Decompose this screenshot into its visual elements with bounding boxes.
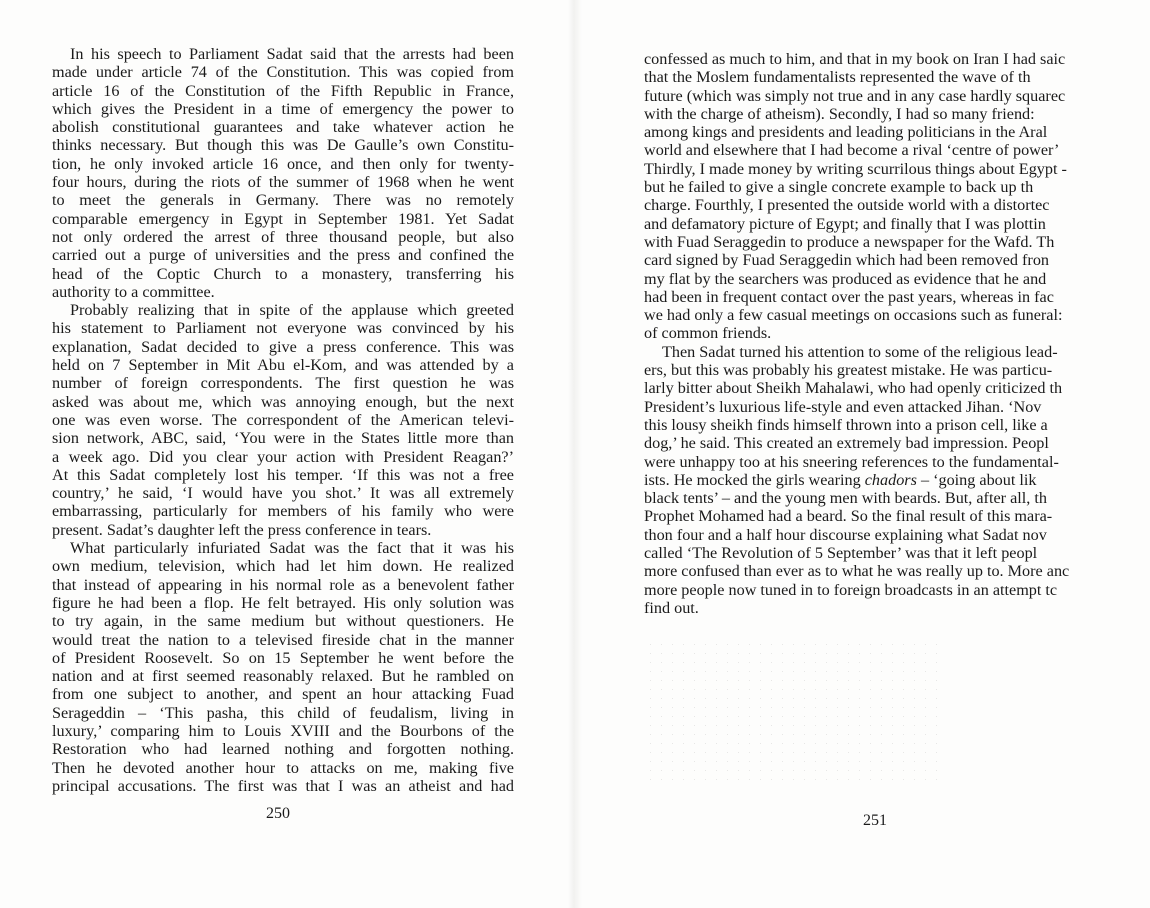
text-line: number of foreign correspondents. The first question he was: [52, 374, 514, 393]
text-line: Serageddin – ‘This pasha, this child of feudalism, living in: [52, 703, 514, 722]
text-line: larly bitter about Sheikh Mahalawi, who had openly criticized th: [644, 379, 1063, 398]
text-line: with the charge of atheism). Secondly, I had so many friend:: [644, 104, 1035, 123]
text-line: At this Sadat completely lost his temper. ‘If this was not a free: [52, 465, 514, 484]
text-line: In his speech to Parliament Sadat said that the arrests had been: [70, 45, 514, 63]
text-line: black tents’ – and the young men with beards. But, after all, th: [644, 489, 1047, 508]
text-line: not only ordered the arrest of three thousand people, but also: [52, 227, 514, 246]
text-line: figure he had been a flop. He felt betrayed. His only solution was: [52, 593, 514, 612]
text-line: Restoration who had learned nothing and forgotten nothing.: [52, 740, 514, 759]
text-line: my flat by the searchers was produced as evidence that he and: [644, 269, 1047, 288]
text-line: ers, but this was probably his greatest mistake. He was particu-: [644, 361, 1053, 380]
text-line: which gives the President in a time of emergency the power to: [52, 99, 514, 118]
text-line: head of the Coptic Church to a monastery, transferring his: [52, 264, 514, 283]
text-line: Thirdly, I made money by writing scurrilous things about Egypt -: [644, 159, 1067, 178]
text-line: this lousy sheikh finds himself thrown into a prison cell, like a: [644, 415, 1048, 434]
text-line: own medium, television, which had let him down. He realized: [52, 557, 514, 576]
text-line: thon four and a half hour discourse explaining what Sadat nov: [644, 525, 1047, 544]
text-line: find out.: [644, 598, 699, 617]
text-line: would treat the nation to a televised fireside chat in the manner: [52, 630, 514, 649]
text-line: of common friends.: [644, 324, 772, 343]
text-line: to try again, in the same medium but without questioners. He: [52, 612, 514, 631]
text-line: a week ago. Did you clear your action with President Reagan?’: [52, 447, 514, 466]
text-line: [644, 471, 1150, 489]
text-line: among kings and presidents and leading politicians in the Aral: [644, 123, 1048, 142]
text-line: but he failed to give a single concrete example to back up th: [644, 178, 1034, 197]
italic-word: chadors: [864, 470, 917, 489]
text-line: abolish constitutional guarantees and take whatever action he: [52, 118, 514, 137]
text-line: dog,’ he said. This created an extremely bad impression. Peopl: [644, 434, 1049, 453]
text-line: article 16 of the Constitution of the Fifth Republic in France,: [52, 81, 514, 100]
text-run: – ‘going about lik: [916, 470, 1037, 489]
text-line: comparable emergency in Egypt in September 1981. Yet Sadat: [52, 209, 514, 228]
text-line: called ‘The Revolution of 5 September’ was that it left peopl: [644, 544, 1038, 563]
text-line: nation and at first seemed reasonably relaxed. But he rambled on: [52, 667, 514, 686]
text-line: charge. Fourthly, I presented the outside world with a distortec: [644, 196, 1050, 215]
text-line: were unhappy too at his sneering references to the fundamental-: [644, 452, 1059, 471]
text-line: Prophet Mohamed had a beard. So the final result of this mara-: [644, 507, 1053, 526]
text-line: future (which was simply not true and in any case hardly squarec: [644, 86, 1066, 105]
text-line: of President Roosevelt. So on 15 September he went before the: [52, 648, 514, 667]
text-line: card signed by Fuad Seraggedin which had been removed fron: [644, 251, 1050, 270]
text-line: and defamatory picture of Egypt; and finally that I was plottin: [644, 214, 1046, 233]
text-line: sion network, ABC, said, ‘You were in the States little more than: [52, 429, 514, 448]
text-line: we had only a few casual meetings on occasions such as funeral:: [644, 306, 1063, 325]
text-line: President’s luxurious life-style and even attacked Jihan. ‘Nov: [644, 397, 1042, 416]
page-number: 251: [863, 812, 887, 829]
text-line: confessed as much to him, and that in my book on Iran I had saic: [644, 50, 1066, 68]
text-line: explanation, Sadat decided to give a press conference. This was: [52, 337, 514, 356]
text-line: had been in frequent contact over the past years, whereas in fac: [644, 287, 1054, 306]
text-line: luxury,’ comparing him to Louis XVIII and the Bourbons of the: [52, 721, 514, 740]
paper-speckle: [645, 640, 945, 780]
text-line: with Fuad Seraggedin to produce a newspaper for the Wafd. Th: [644, 232, 1055, 251]
page-number: 250: [266, 805, 290, 822]
text-line: tion, he only invoked article 16 once, and then only for twenty-: [52, 154, 514, 173]
right-page-text: [644, 50, 1150, 617]
text-line: What particularly infuriated Sadat was the fact that it was his: [70, 539, 514, 558]
text-line: one was even worse. The correspondent of the American televi-: [52, 410, 514, 429]
text-line: principal accusations. The first was that I was an atheist and had: [52, 776, 514, 795]
text-run: ists. He mocked the girls wearing: [644, 470, 865, 489]
text-line: country,’ he said, ‘I would have you shot.’ It was all extremely: [52, 484, 514, 503]
text-line: world and elsewhere that I had become a rival ‘centre of power’: [644, 141, 1060, 160]
text-line: from one subject to another, and spent an hour attacking Fuad: [52, 685, 514, 704]
text-line: that the Moslem fundamentalists represented the wave of th: [644, 68, 1031, 87]
text-line: to meet the generals in Germany. There was no remotely: [52, 191, 514, 210]
text-line: Then Sadat turned his attention to some of the religious lead-: [662, 342, 1058, 361]
text-line: present. Sadat’s daughter left the press conference in tears.: [52, 520, 432, 539]
text-line: Then he devoted another hour to attacks on me, making five: [52, 758, 514, 777]
left-page-text: [52, 45, 514, 795]
text-line: authority to a committee.: [52, 282, 215, 301]
text-line: his statement to Parliament not everyone was convinced by his: [52, 319, 514, 338]
text-line: carried out a purge of universities and the press and confined the: [52, 246, 514, 265]
text-line: more confused than ever as to what he was really up to. More anc: [644, 562, 1070, 581]
text-line: more people now tuned in to foreign broadcasts in an attempt tc: [644, 580, 1058, 599]
text-line: asked was about me, which was annoying enough, but the next: [52, 392, 514, 411]
text-line: four hours, during the riots of the summer of 1968 when he went: [52, 173, 514, 192]
text-line: embarrassing, particularly for members of his family who were: [52, 502, 514, 521]
text-line: made under article 74 of the Constitution. This was copied from: [52, 63, 514, 82]
text-line: held on 7 September in Mit Abu el-Kom, and was attended by a: [52, 356, 514, 375]
text-line: thinks necessary. But though this was De Gaulle’s own Constitu-: [52, 136, 514, 155]
text-line: Probably realizing that in spite of the applause which greeted: [70, 301, 514, 320]
text-line: that instead of appearing in his normal role as a benevolent father: [52, 575, 514, 594]
